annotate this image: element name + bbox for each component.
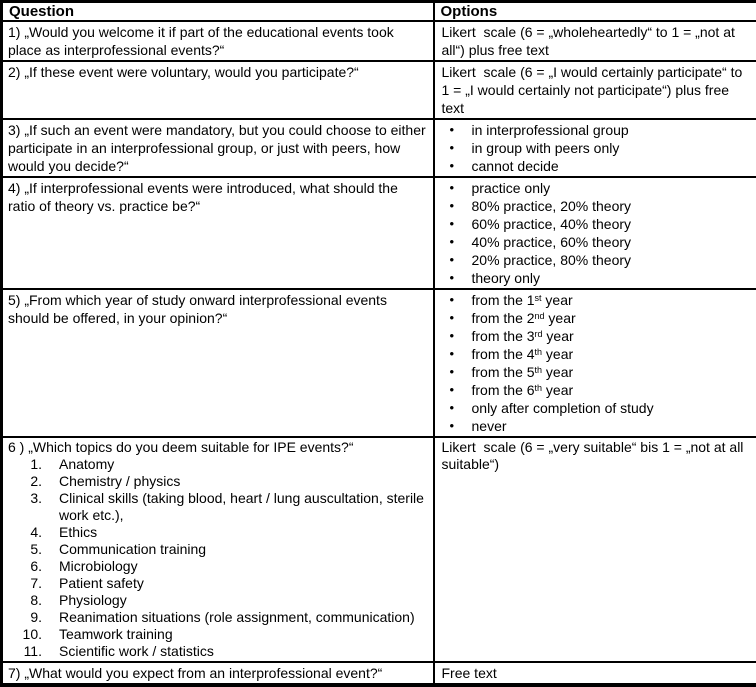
topic-number: 1. [8,456,42,473]
bullet-text: theory only [472,269,753,287]
options-cell [434,289,756,437]
topic-list [8,456,429,660]
question-cell [2,437,434,662]
options-cell [434,177,756,289]
topic-text: Anatomy [59,456,429,473]
topic-number: 9. [8,609,42,626]
question-text: 3) „If such an event were mandatory, but you could choose to either participate in an interprofessional group, or just with peers, how would you decide?“ [8,121,429,175]
question-text: 2) „If these event were voluntary, would you participate?“ [8,63,429,81]
topic-number: 11. [8,643,42,660]
bullet-icon: • [442,269,472,287]
options-text: Likert scale (6 = „wholeheartedly“ to 1 = „not at all“) plus free text [442,23,753,59]
topic-text: Patient safety [59,575,429,592]
bullet-icon: • [442,291,472,309]
bullet-item [442,291,753,309]
topic-item [8,626,429,643]
options-cell [434,662,756,685]
question-text: 4) „If interprofessional events were introduced, what should the ratio of theory vs. practice be?“ [8,179,429,215]
bullet-icon: • [442,363,472,381]
bullet-text: from the 5th year [472,363,753,381]
question-cell [2,119,434,177]
bullet-icon: • [442,139,472,157]
options-text: Likert scale (6 = „I would certainly participate“ to 1 = „I would certainly not participate“) plus free text [442,63,753,117]
bullet-item [442,417,753,435]
bullet-item [442,251,753,269]
question-text: 7) „What would you expect from an interprofessional event?“ [8,664,429,682]
column-header-question: Question [2,2,434,22]
bullet-text: from the 3rd year [472,327,753,345]
bullet-text: in group with peers only [472,139,753,157]
ordinal-suffix: th [535,347,543,357]
bullet-icon: • [442,327,472,345]
bullet-item [442,345,753,363]
topic-item [8,558,429,575]
table-row [2,61,756,119]
table-row [2,662,756,685]
bullet-text: 60% practice, 40% theory [472,215,753,233]
options-cell [434,437,756,662]
topic-text: Scientific work / statistics [59,643,429,660]
bullet-text: 20% practice, 80% theory [472,251,753,269]
topic-number: 7. [8,575,42,592]
topic-text: Microbiology [59,558,429,575]
bullet-item [442,363,753,381]
bullet-icon: • [442,417,472,435]
options-bullet-list [442,179,753,287]
topic-number: 10. [8,626,42,643]
topic-text: Communication training [59,541,429,558]
topic-text: Chemistry / physics [59,473,429,490]
topic-item [8,524,429,541]
bullet-icon: • [442,381,472,399]
bullet-text: never [472,417,753,435]
bullet-item [442,157,753,175]
bullet-text: in interprofessional group [472,121,753,139]
bullet-item [442,381,753,399]
bullet-icon: • [442,121,472,139]
bullet-icon: • [442,197,472,215]
bullet-text: practice only [472,179,753,197]
bullet-item [442,197,753,215]
bullet-text: 40% practice, 60% theory [472,233,753,251]
topic-text: Teamwork training [59,626,429,643]
table-body [2,21,756,685]
bullet-item [442,269,753,287]
topic-item [8,541,429,558]
question-cell [2,662,434,685]
bullet-item [442,309,753,327]
bullet-icon: • [442,251,472,269]
bullet-item [442,179,753,197]
topic-number: 3. [8,490,42,524]
topic-item [8,643,429,660]
header-row [2,2,756,22]
topic-text: Clinical skills (taking blood, heart / lung auscultation, sterile work etc.), [59,490,429,524]
topic-text: Reanimation situations (role assignment, communication) [59,609,429,626]
table-row [2,119,756,177]
bullet-item [442,233,753,251]
ordinal-suffix: rd [535,329,543,339]
bullet-icon: • [442,179,472,197]
topic-item [8,490,429,524]
bullet-text: from the 6th year [472,381,753,399]
ordinal-suffix: nd [535,311,545,321]
topic-text: Ethics [59,524,429,541]
table-row [2,289,756,437]
topic-item [8,609,429,626]
bullet-icon: • [442,215,472,233]
options-bullet-list [442,291,753,435]
table-row [2,437,756,662]
ordinal-suffix: th [535,365,543,375]
question-text: 5) „From which year of study onward interprofessional events should be offered, in your opinion?“ [8,291,429,327]
bullet-item [442,215,753,233]
options-cell [434,119,756,177]
topic-number: 4. [8,524,42,541]
question-cell [2,21,434,61]
topic-number: 6. [8,558,42,575]
question-cell [2,289,434,437]
options-text: Free text [442,664,753,682]
bullet-icon: • [442,399,472,417]
bullet-text: only after completion of study [472,399,753,417]
topic-number: 5. [8,541,42,558]
bullet-text: from the 1st year [472,291,753,309]
options-cell [434,61,756,119]
question-cell [2,177,434,289]
topic-item [8,575,429,592]
table-row [2,21,756,61]
bullet-icon: • [442,345,472,363]
question-text: 6 ) „Which topics do you deem suitable for IPE events?“ [8,439,429,456]
bullet-icon: • [442,157,472,175]
bullet-icon: • [442,233,472,251]
bullet-text: 80% practice, 20% theory [472,197,753,215]
bullet-icon: • [442,309,472,327]
column-header-options: Options [434,2,756,22]
bullet-item [442,121,753,139]
topic-text: Physiology [59,592,429,609]
ordinal-suffix: st [535,293,542,303]
table-row [2,177,756,289]
options-cell [434,21,756,61]
options-bullet-list [442,121,753,175]
bullet-item [442,139,753,157]
bullet-text: from the 4th year [472,345,753,363]
topic-item [8,592,429,609]
options-text: Likert scale (6 = „very suitable“ bis 1 = „not at all suitable“) [442,439,753,473]
topic-item [8,473,429,490]
bullet-item [442,327,753,345]
question-cell [2,61,434,119]
topic-item [8,456,429,473]
ordinal-suffix: th [535,383,543,393]
bullet-text: from the 2nd year [472,309,753,327]
topic-number: 8. [8,592,42,609]
bullet-item [442,399,753,417]
bullet-text: cannot decide [472,157,753,175]
question-text: 1) „Would you welcome it if part of the educational events took place as interprofessional events?“ [8,23,429,59]
topic-number: 2. [8,473,42,490]
